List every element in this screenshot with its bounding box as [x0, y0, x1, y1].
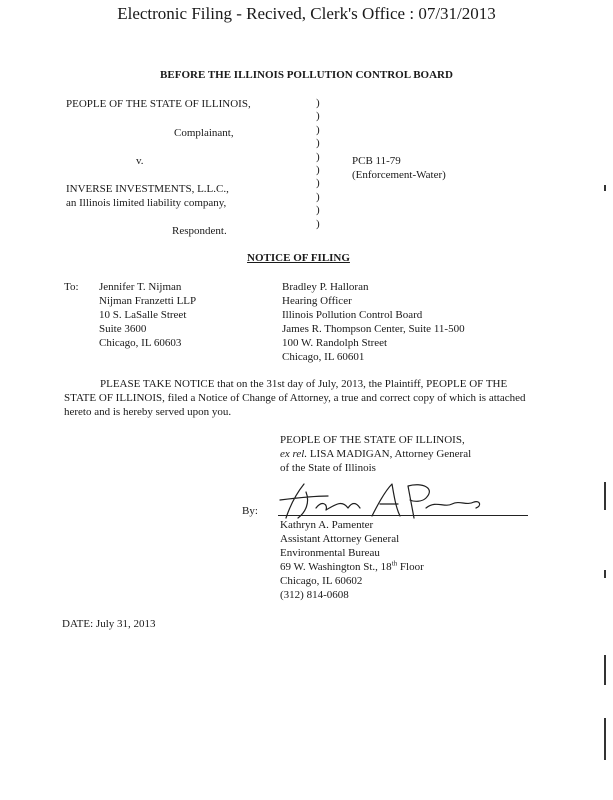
scan-mark [604, 655, 606, 685]
signature-line [278, 515, 528, 516]
recipient-2-line: Illinois Pollution Control Board [282, 309, 423, 321]
signatory-phone: (312) 814-0608 [280, 589, 349, 601]
recipient-1-line: Suite 3600 [99, 323, 147, 335]
sender-attorney-general: LISA MADIGAN, Attorney General [307, 448, 472, 460]
recipient-1-line: Jennifer T. Nijman [99, 281, 182, 293]
signatory-title: Assistant Attorney General [280, 533, 400, 545]
recipient-1-line: Nijman Franzetti LLP [99, 295, 197, 307]
by-label: By: [242, 505, 258, 517]
recipient-2-line: James R. Thompson Center, Suite 11-500 [282, 323, 465, 335]
recipient-2-line: Hearing Officer [282, 295, 352, 307]
court-heading: BEFORE THE ILLINOIS POLLUTION CONTROL BOARD [160, 69, 453, 81]
recipient-2-line: Chicago, IL 60601 [282, 351, 365, 363]
recipient-1-line: 10 S. LaSalle Street [99, 309, 187, 321]
case-type: (Enforcement-Water) [352, 169, 446, 181]
sender-line: of the State of Illinois [280, 462, 376, 474]
plaintiff-role: Complainant, [174, 127, 234, 139]
recipient-1-line: Chicago, IL 60603 [99, 337, 182, 349]
to-label: To: [64, 281, 79, 293]
plaintiff-name: PEOPLE OF THE STATE OF ILLINOIS, [66, 98, 251, 110]
caption-parentheses: ) ) ) ) ) ) ) ) ) ) [316, 97, 320, 230]
scan-mark [604, 185, 606, 191]
case-number: PCB 11-79 [352, 155, 401, 167]
address-floor: Floor [397, 561, 424, 573]
defendant-description: an Illinois limited liability company, [66, 197, 227, 209]
notice-title: NOTICE OF FILING [247, 252, 350, 264]
versus: v. [136, 155, 144, 167]
sender-block [280, 433, 471, 475]
sender-line: PEOPLE OF THE STATE OF ILLINOIS, [280, 434, 465, 446]
scan-mark [604, 718, 606, 760]
notice-body [64, 377, 536, 419]
filing-stamp: Electronic Filing - Recived, Clerk's Office : 07/31/2013 [117, 4, 496, 23]
recipient-2 [282, 280, 465, 364]
scan-mark [604, 570, 606, 578]
recipient-2-line: 100 W. Randolph Street [282, 337, 388, 349]
signatory-block [280, 518, 424, 602]
signatory-name: Kathryn A. Pamenter [280, 519, 374, 531]
address-street: 69 W. Washington St., 18 [280, 561, 392, 573]
scan-mark [604, 482, 606, 510]
signatory-bureau: Environmental Bureau [280, 547, 380, 559]
signatory-city: Chicago, IL 60602 [280, 575, 363, 587]
date-line: DATE: July 31, 2013 [62, 618, 156, 630]
ex-rel: ex rel. [280, 448, 308, 460]
signatory-address [280, 560, 424, 574]
address-ordinal: th [391, 559, 398, 568]
recipient-1 [99, 280, 196, 350]
defendant-name: INVERSE INVESTMENTS, L.L.C., [66, 183, 229, 195]
sender-line [280, 447, 471, 461]
defendant-role: Respondent. [172, 225, 227, 237]
recipient-2-line: Bradley P. Halloran [282, 281, 369, 293]
notice-body-text: PLEASE TAKE NOTICE that on the 31st day of July, 2013, the Plaintiff, PEOPLE OF THE STATE OF ILLINOIS, filed a Notice of Change of Attorney, a true and correct copy of which is attached hereto and is hereby served upon you. [64, 378, 526, 418]
